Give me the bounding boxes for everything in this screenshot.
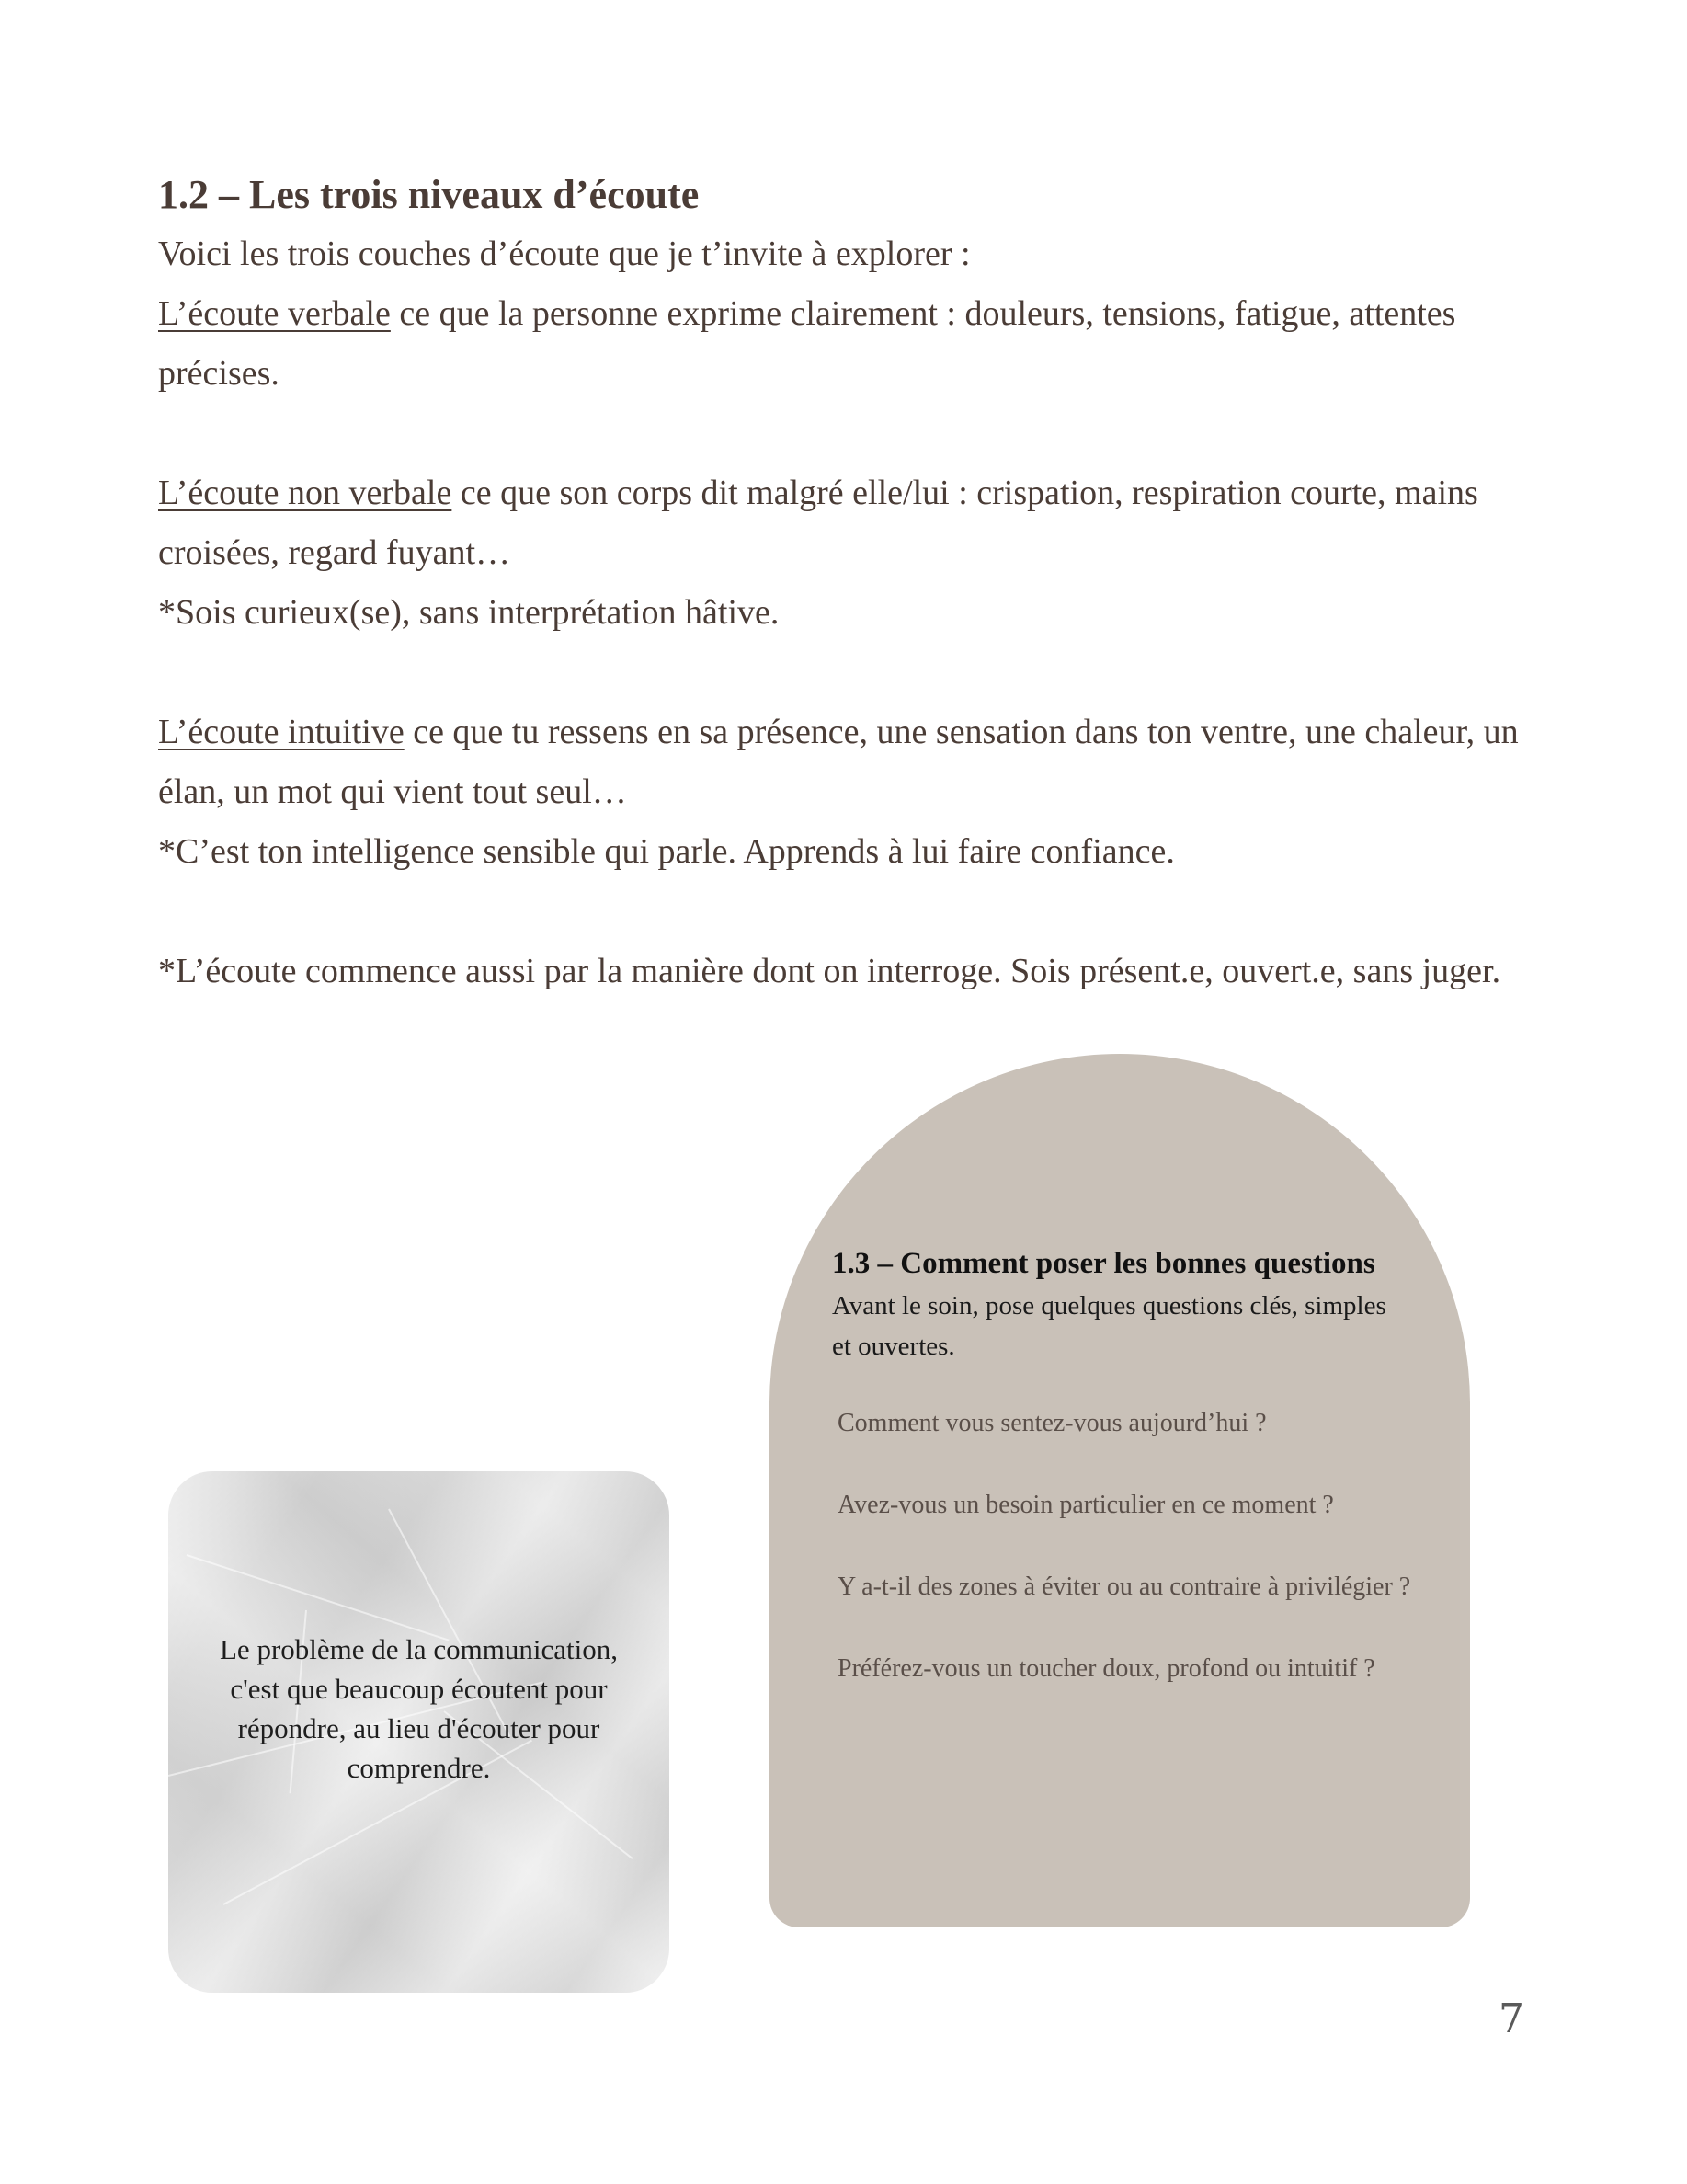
- closing-note: *L’écoute commence aussi par la manière dont on interroge. Sois présent.e, ouvert.e, sans juger.: [158, 952, 1501, 990]
- intuitive-listening-paragraph: [158, 703, 1519, 822]
- question-item: Préférez-vous un toucher doux, profond ou intuitif ?: [838, 1654, 1375, 1683]
- questions-intro: Avant le soin, pose quelques questions clés, simples et ouvertes.: [832, 1291, 1386, 1361]
- quote-card: [168, 1471, 669, 1993]
- intuitive-listening-label: L’écoute intuitive: [158, 713, 405, 751]
- questions-list: [838, 1403, 1426, 1731]
- non-verbal-listening-text: ce que son corps dit malgré elle/lui : crispation, respiration courte, mains croisées, regard fuyant…: [158, 474, 1478, 572]
- verbal-listening-paragraph: [158, 284, 1519, 404]
- section-title-1-3: 1.3 – Comment poser les bonnes questions: [832, 1247, 1375, 1280]
- verbal-listening-label: L’écoute verbale: [158, 294, 391, 333]
- section-title-1-2: 1.2 – Les trois niveaux d’écoute: [158, 172, 700, 217]
- non-verbal-listening-label: L’écoute non verbale: [158, 474, 452, 512]
- section-intro: Voici les trois couches d’écoute que je t’invite à explorer :: [158, 234, 971, 273]
- intuitive-listening-text: ce que tu ressens en sa présence, une sensation dans ton ventre, une chaleur, un élan, un mot qui vient tout seul…: [158, 713, 1519, 811]
- verbal-listening-text: ce que la personne exprime clairement : douleurs, tensions, fatigue, attentes précises.: [158, 294, 1456, 393]
- question-item: Comment vous sentez-vous aujourd’hui ?: [838, 1409, 1267, 1437]
- intuitive-note: *C’est ton intelligence sensible qui parle. Apprends à lui faire confiance.: [158, 832, 1175, 871]
- non-verbal-listening-paragraph: [158, 463, 1519, 583]
- page-number: 7: [1499, 1995, 1524, 2042]
- main-content: [158, 166, 1519, 1001]
- non-verbal-note: *Sois curieux(se), sans interprétation hâtive.: [158, 593, 780, 632]
- questions-arch-panel: [769, 1054, 1470, 1927]
- question-item: Y a-t-il des zones à éviter ou au contraire à privilégier ?: [838, 1572, 1411, 1601]
- question-item: Avez-vous un besoin particulier en ce moment ?: [838, 1491, 1334, 1519]
- quote-text: Le problème de la communication, c'est que beaucoup écoutent pour répondre, au lieu d'écouter pour comprendre.: [220, 1633, 618, 1784]
